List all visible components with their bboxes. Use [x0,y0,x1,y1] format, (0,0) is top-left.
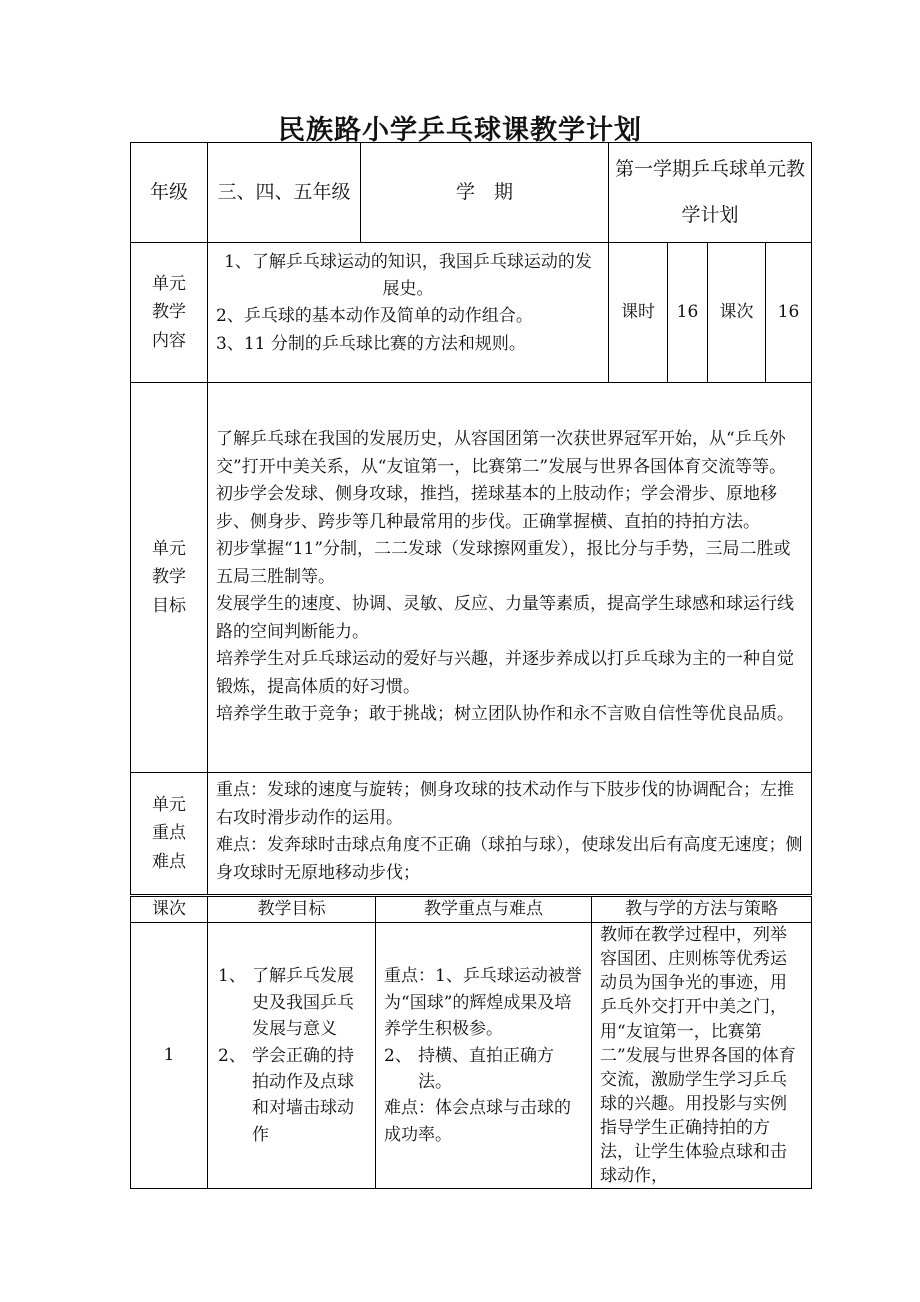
header-session: 课次 [131,897,208,923]
unit-goals-label: 单元教学目标 [131,383,208,773]
goal-paragraph: 初步学会发球、侧身攻球，推挡，搓球基本的上肢动作；学会滑步、原地移步、侧身步、跨步等几种最常用的步伐。正确掌握横、直拍的持拍方法。 [216,484,777,532]
unit-focus-label: 单元重点难点 [131,773,208,895]
goal-paragraph: 发展学生的速度、协调、灵敏、反应、力量等素质，提高学生球感和球运行线路的空间判断能力。 [216,594,794,642]
grade-value: 三、四、五年级 [208,143,361,243]
sessions-label: 课次 [708,243,766,383]
hours-value: 16 [668,243,708,383]
lesson-table [130,922,812,1189]
unit-content-item: 2、乒乓球的基本动作及简单的动作组合。 [216,306,533,327]
goal-paragraph: 培养学生对乒乓球运动的爱好与兴趣，并逐步养成以打乒乓球为主的一种自觉锻炼，提高体质的好习惯。 [216,649,794,697]
sessions-value: 16 [766,243,812,383]
list-item: 1、 了解乒乓发展史及我国乒乓发展与意义 [218,966,354,1040]
lesson-number: 1 [131,923,208,1189]
difficulty: 难点：体会点球与击球的成功率。 [384,1098,571,1145]
unit-content-item: 3、11 分制的乒乓球比赛的方法和规则。 [216,333,526,354]
goal-paragraph: 了解乒乓球在我国的发展历史，从容国团第一次获世界冠军开始，从“乒乓外交”打开中美关系，从“友谊第一，比赛第二”发展与世界各国体育交流等等。 [216,429,787,477]
unit-info-table [130,142,812,895]
unit-content-label: 单元教学内容 [131,243,208,383]
header-goals: 教学目标 [208,897,376,923]
goal-paragraph: 培养学生敢于竞争；敢于挑战；树立团队协作和永不言败自信性等优良品质。 [216,704,794,725]
goal-paragraph: 初步掌握“11”分制，二二发球（发球擦网重发），报比分与手势，三局二胜或五局三胜制等。 [216,539,791,587]
focus-paragraph: 重点：发球的速度与旋转；侧身攻球的技术动作与下肢步伐的协调配合；左推右攻时滑步动作的运用。 [216,780,794,828]
unit-goals-cell [208,383,812,773]
table-row [131,923,812,1189]
unit-content-item: 1、了解乒乓球运动的知识，我国乒乓球运动的发展史。 [224,252,592,300]
key-point-2: 2、 持横、直拍正确方法。 [384,1045,554,1092]
grade-label: 年级 [131,143,208,243]
term-value: 第一学期乒乓球单元教学计划 [609,143,812,243]
lesson-header-table [130,896,812,923]
focus-paragraph: 难点：发奔球时击球点角度不正确（球拍与球），使球发出后有高度无速度；侧身攻球时无原地移动步伐； [216,835,803,883]
key-point: 重点：1、乒乓球运动被誉为“国球”的辉煌成果及培养学生积极参。 [384,966,582,1040]
header-methods: 教与学的方法与策略 [592,897,812,923]
lesson-focus-cell [376,923,592,1189]
lesson-goals-cell [208,923,376,1189]
unit-focus-cell [208,773,812,895]
header-focus: 教学重点与难点 [376,897,592,923]
page-title: 民族路小学乒乓球课教学计划 [278,115,642,146]
lesson-methods-cell: 教师在教学过程中，列举容国团、庄则栋等优秀运动员为国争光的事迹，用乒乓外交打开中美之门，用“友谊第一，比赛第二”发展与世界各国的体育交流，激励学生学习乒乓球的兴趣。用投影与实例指导学生正确持拍的方法，让学生体验点球和击球动作， [592,923,812,1189]
unit-content-cell [208,243,609,383]
hours-label: 课时 [609,243,668,383]
list-item: 2、 学会正确的持拍动作及点球和对墙击球动作 [218,1045,354,1145]
term-label: 学 期 [361,143,609,243]
